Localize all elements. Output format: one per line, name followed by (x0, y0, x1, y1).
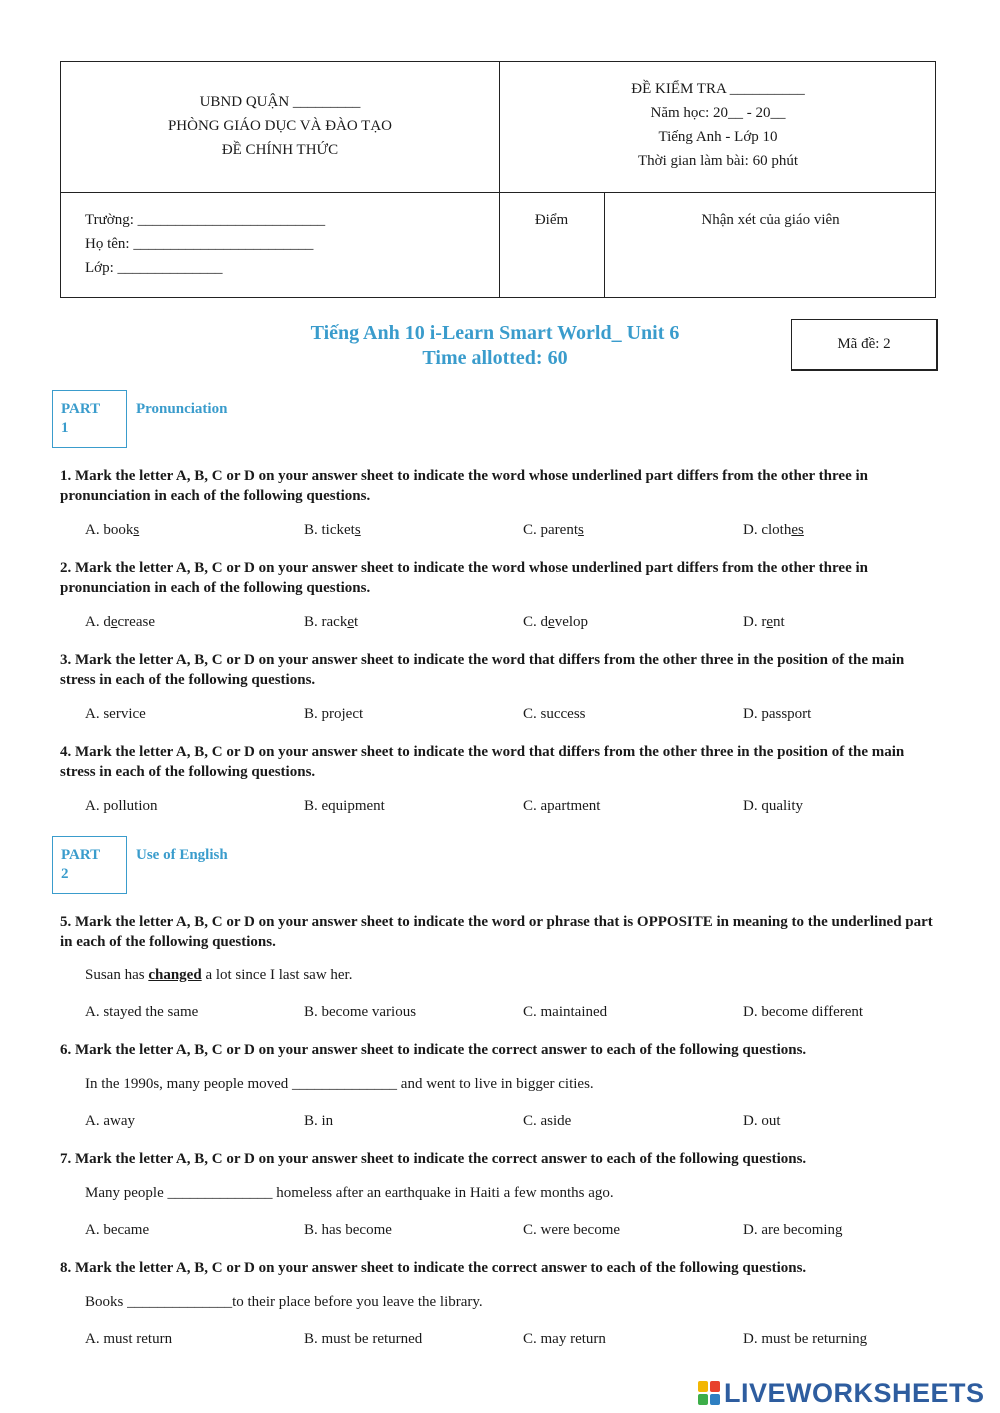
part-1-number: 1 (61, 420, 69, 436)
part-1-box (52, 390, 127, 448)
question-7-sentence: Many people ______________ homeless after an earthquake in Haiti a few months ago. (85, 1185, 614, 1201)
q5-option-b[interactable]: B. become various (304, 1004, 417, 1020)
question-6-prompt: 6. Mark the letter A, B, C or D on your answer sheet to indicate the correct answer to each of the following questions. (60, 1042, 807, 1058)
exam-info-block (499, 77, 937, 173)
header-table (60, 61, 936, 298)
class-field[interactable]: Lớp: ______________ (85, 260, 223, 276)
q2-option-a[interactable]: A. decrease (85, 614, 155, 630)
q7-option-a[interactable]: A. became (85, 1222, 150, 1238)
question-8-prompt: 8. Mark the letter A, B, C or D on your answer sheet to indicate the correct answer to each of the following questions. (60, 1260, 807, 1276)
q6-option-d[interactable]: D. out (743, 1113, 781, 1129)
liveworksheets-logo[interactable] (697, 1378, 985, 1408)
part-2-box (52, 836, 127, 894)
part-2-name: Use of English (136, 847, 228, 863)
q7-option-c[interactable]: C. were become (523, 1222, 621, 1238)
q1-option-d[interactable]: D. clothes (743, 522, 804, 538)
part-2-number: 2 (61, 866, 69, 882)
exam-code-box (791, 319, 938, 371)
question-5-sentence: Susan has changed a lot since I last saw her. (85, 967, 353, 983)
q8-option-d[interactable]: D. must be returning (743, 1331, 868, 1347)
q7-option-b[interactable]: B. has become (304, 1222, 392, 1238)
q6-option-a[interactable]: A. away (85, 1113, 135, 1129)
q3-option-d[interactable]: D. passport (743, 706, 812, 722)
q2-option-c[interactable]: C. develop (523, 614, 589, 630)
exam-code: Mã đề: 2 (837, 336, 891, 352)
department-line: PHÒNG GIÁO DỤC VÀ ĐÀO TẠO (167, 118, 393, 134)
q5-option-d[interactable]: D. become different (743, 1004, 864, 1020)
q1-option-b[interactable]: B. tickets (304, 522, 361, 538)
part-1-label: PART (61, 401, 101, 417)
name-field[interactable]: Họ tên: ________________________ (85, 236, 314, 252)
q2-option-b[interactable]: B. racket (304, 614, 359, 630)
q4-option-c[interactable]: C. apartment (523, 798, 601, 814)
q5-option-a[interactable]: A. stayed the same (85, 1004, 199, 1020)
q5-option-c[interactable]: C. maintained (523, 1004, 608, 1020)
question-5-prompt: 5. Mark the letter A, B, C or D on your answer sheet to indicate the word or phrase that is OPPOSITE in meaning to the underlined part in each of the following questions. (60, 914, 933, 950)
q3-option-c[interactable]: C. success (523, 706, 586, 722)
subject-line: Tiếng Anh - Lớp 10 (658, 129, 778, 145)
q6-option-c[interactable]: C. aside (523, 1113, 572, 1129)
q1-option-a[interactable]: A. books (85, 522, 140, 538)
underlined-word: changed (148, 967, 202, 983)
q4-option-a[interactable]: A. pollution (85, 798, 158, 814)
exam-title-line: ĐỀ KIỂM TRA __________ (631, 81, 805, 97)
question-4-prompt: 4. Mark the letter A, B, C or D on your answer sheet to indicate the word that differs from the other three in the position of the main stress in each of the following questions. (60, 744, 905, 780)
q1-option-c[interactable]: C. parents (523, 522, 584, 538)
q3-option-b[interactable]: B. project (304, 706, 364, 722)
q7-option-d[interactable]: D. are becoming (743, 1222, 843, 1238)
liveworksheets-logo-icon (697, 1380, 721, 1406)
question-2-prompt: 2. Mark the letter A, B, C or D on your answer sheet to indicate the word whose underlined part differs from the other three in pronunciation in each of the following questions. (60, 560, 868, 596)
school-year-line: Năm học: 20__ - 20__ (650, 105, 786, 121)
liveworksheets-logo-text: LIVEWORKSHEETS (724, 1377, 985, 1408)
official-line: ĐỀ CHÍNH THỨC (221, 142, 339, 158)
time-allotted: Time allotted: 60 (422, 347, 568, 369)
q8-option-a[interactable]: A. must return (85, 1331, 173, 1347)
q3-option-a[interactable]: A. service (85, 706, 146, 722)
part-2-label: PART (61, 847, 101, 863)
school-field[interactable]: Trường: _________________________ (85, 212, 326, 228)
question-3-prompt: 3. Mark the letter A, B, C or D on your answer sheet to indicate the word that differs from the other three in the position of the main stress in each of the following questions. (60, 652, 905, 688)
q2-option-d[interactable]: D. rent (743, 614, 785, 630)
teacher-comment-label: Nhận xét của giáo viên (701, 212, 840, 228)
q6-option-b[interactable]: B. in (304, 1113, 334, 1129)
question-6-sentence: In the 1990s, many people moved ______________ and went to live in bigger cities. (85, 1076, 594, 1092)
part-1-name: Pronunciation (136, 401, 228, 417)
issuer-block (61, 90, 499, 162)
score-label: Điểm (534, 212, 569, 228)
question-1-prompt: 1. Mark the letter A, B, C or D on your answer sheet to indicate the word whose underlined part differs from the other three in pronunciation in each of the following questions. (60, 468, 868, 504)
q8-option-b[interactable]: B. must be returned (304, 1331, 423, 1347)
district-line: UBND QUẬN _________ (199, 94, 361, 110)
question-7-prompt: 7. Mark the letter A, B, C or D on your answer sheet to indicate the correct answer to each of the following questions. (60, 1151, 807, 1167)
worksheet-title: Tiếng Anh 10 i-Learn Smart World_ Unit 6 (310, 322, 680, 344)
question-8-sentence: Books ______________to their place before you leave the library. (85, 1294, 483, 1310)
q8-option-c[interactable]: C. may return (523, 1331, 606, 1347)
duration-line: Thời gian làm bài: 60 phút (638, 153, 798, 169)
student-info-block (85, 208, 325, 280)
q4-option-b[interactable]: B. equipment (304, 798, 385, 814)
q4-option-d[interactable]: D. quality (743, 798, 803, 814)
